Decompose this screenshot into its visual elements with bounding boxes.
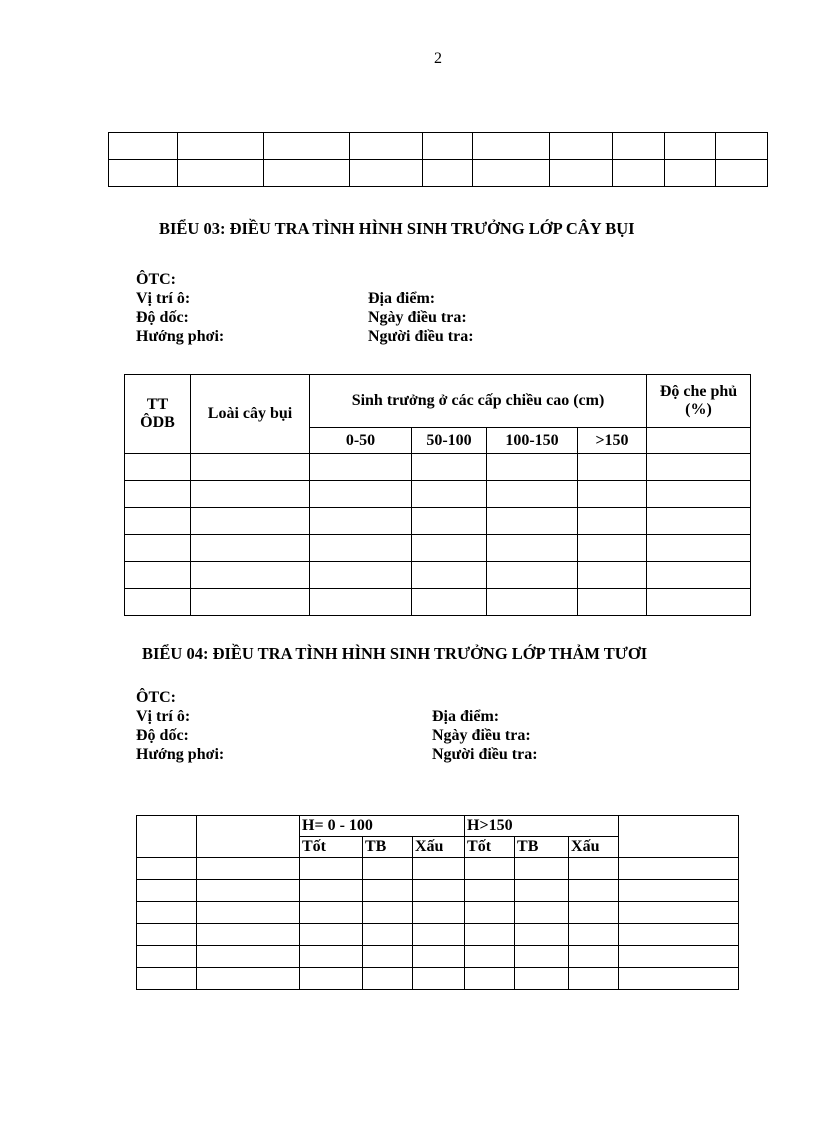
class-over-150: >150: [578, 428, 647, 454]
table-row: [137, 880, 739, 902]
table-row: [137, 946, 739, 968]
form4-huongphoi-label: Hướng phơi:: [136, 746, 225, 763]
table-row: [109, 160, 768, 187]
table-row: [125, 535, 751, 562]
table-header-row: [137, 816, 739, 837]
header-do-che-phu-unit: (%): [685, 401, 712, 418]
table-row: [125, 508, 751, 535]
header-h-0-100: H= 0 - 100: [300, 816, 465, 837]
header-sinh-truong: Sinh trưởng ở các cấp chiều cao (cm): [310, 375, 647, 428]
form4-dodoc-label: Độ dốc:: [136, 727, 189, 744]
table-row: [125, 562, 751, 589]
form4-vitri-label: Vị trí ô:: [136, 708, 191, 725]
table-row: [125, 454, 751, 481]
sub-tot-2: Tốt: [465, 837, 515, 858]
class-0-50: 0-50: [310, 428, 412, 454]
page-number: 2: [434, 50, 442, 67]
form3-title: BIỂU 03: ĐIỀU TRA TÌNH HÌNH SINH TRƯỞNG LỚP CÂY BỤI: [159, 219, 635, 238]
table-row: [137, 858, 739, 880]
sub-tot-1: Tốt: [300, 837, 363, 858]
sub-xau-1: Xấu: [413, 837, 465, 858]
sub-tb-2: TB: [515, 837, 569, 858]
form3-diadiem-label: Địa điểm:: [368, 290, 436, 307]
form3-ngaydieutra-label: Ngày điều tra:: [368, 309, 467, 326]
class-50-100: 50-100: [412, 428, 487, 454]
table-row: [137, 924, 739, 946]
table-row: [137, 902, 739, 924]
table-row: [109, 133, 768, 160]
header-odb: ÔDB: [140, 414, 175, 431]
form4-table: [136, 815, 739, 990]
form3-vitri-label: Vị trí ô:: [136, 290, 191, 307]
top-empty-table: [108, 132, 768, 187]
header-do-che-phu: [647, 375, 751, 428]
form3-otc-label: ÔTC:: [136, 271, 176, 288]
table-header-row: [125, 375, 751, 428]
header-h-over-150: H>150: [465, 816, 619, 837]
form4-otc-label: ÔTC:: [136, 689, 176, 706]
form4-diadiem-label: Địa điểm:: [432, 708, 500, 725]
table-row: [125, 589, 751, 616]
form3-dodoc-label: Độ dốc:: [136, 309, 189, 326]
class-100-150: 100-150: [487, 428, 578, 454]
table-row: [125, 481, 751, 508]
form3-huongphoi-label: Hướng phơi:: [136, 328, 225, 345]
header-do-che-phu-label: Độ che phủ: [659, 383, 738, 400]
form4-nguoidieutra-label: Người điều tra:: [432, 746, 538, 763]
form4-title: BIỂU 04: ĐIỀU TRA TÌNH HÌNH SINH TRƯỞNG LỚP THẢM TƯƠI: [142, 644, 648, 663]
header-loai-cay-bui: Loài cây bụi: [191, 375, 310, 454]
form3-table: [124, 374, 751, 616]
sub-tb-1: TB: [363, 837, 413, 858]
sub-xau-2: Xấu: [569, 837, 619, 858]
table-row: [137, 968, 739, 990]
form3-nguoidieutra-label: Người điều tra:: [368, 328, 474, 345]
form4-ngaydieutra-label: Ngày điều tra:: [432, 727, 531, 744]
header-tt: TT: [146, 396, 169, 413]
header-tt-odb: [125, 375, 191, 454]
